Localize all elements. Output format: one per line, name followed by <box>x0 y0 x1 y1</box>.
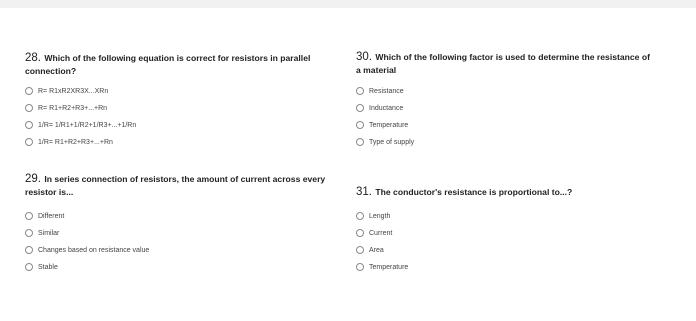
radio-button-icon[interactable] <box>356 212 364 220</box>
option[interactable] <box>25 263 355 271</box>
radio-button-icon[interactable] <box>25 246 33 254</box>
option-label: Temperature <box>369 121 409 129</box>
option[interactable] <box>25 229 355 237</box>
question-28 <box>25 52 355 155</box>
radio-button-icon[interactable] <box>25 263 33 271</box>
option[interactable] <box>25 104 355 112</box>
top-bar <box>0 0 696 8</box>
option-label: 1/R= 1/R1+1/R2+1/R3+...+1/Rn <box>38 121 137 129</box>
question-title <box>25 173 355 199</box>
option-label: Similar <box>38 229 60 237</box>
option[interactable] <box>356 104 656 112</box>
option-label: Length <box>369 212 391 220</box>
option[interactable] <box>356 229 656 237</box>
options-list <box>25 87 355 146</box>
option[interactable] <box>356 87 656 95</box>
option-label: 1/R= R1+R2+R3+...+Rn <box>38 138 113 146</box>
radio-button-icon[interactable] <box>25 138 33 146</box>
question-text: Which of the following factor is used to determine the resistance of a material <box>356 52 650 75</box>
option-label: Inductance <box>369 104 404 112</box>
option-label: Stable <box>38 263 58 271</box>
options-list <box>25 212 355 271</box>
question-29 <box>25 173 355 280</box>
question-31 <box>356 186 656 280</box>
radio-button-icon[interactable] <box>25 87 33 95</box>
radio-button-icon[interactable] <box>356 104 364 112</box>
question-number: 29. <box>25 173 41 185</box>
question-title <box>356 51 656 77</box>
radio-button-icon[interactable] <box>25 229 33 237</box>
radio-button-icon[interactable] <box>25 121 33 129</box>
option-label: Area <box>369 246 384 254</box>
option[interactable] <box>356 138 656 146</box>
radio-button-icon[interactable] <box>25 212 33 220</box>
options-list <box>356 87 656 146</box>
radio-button-icon[interactable] <box>356 263 364 271</box>
question-text: Which of the following equation is correct for resistors in parallel connection? <box>25 53 311 76</box>
options-list <box>356 212 656 271</box>
question-number: 28. <box>25 52 41 64</box>
option-label: R= R1xR2XR3X...XRn <box>38 87 109 95</box>
question-number: 31. <box>356 186 372 198</box>
radio-button-icon[interactable] <box>356 229 364 237</box>
option[interactable] <box>356 246 656 254</box>
option[interactable] <box>25 138 355 146</box>
radio-button-icon[interactable] <box>25 104 33 112</box>
question-title <box>25 52 355 78</box>
option[interactable] <box>356 121 656 129</box>
question-number: 30. <box>356 51 372 63</box>
radio-button-icon[interactable] <box>356 87 364 95</box>
radio-button-icon[interactable] <box>356 121 364 129</box>
question-text: The conductor's resistance is proportional to...? <box>375 187 573 197</box>
option[interactable] <box>25 121 355 129</box>
question-30 <box>356 51 656 155</box>
option-label: Temperature <box>369 263 409 271</box>
option[interactable] <box>25 212 355 220</box>
option-label: R= R1+R2+R3+...+Rn <box>38 104 108 112</box>
option[interactable] <box>356 212 656 220</box>
question-title <box>356 186 656 199</box>
option-label: Different <box>38 212 65 220</box>
option-label: Type of supply <box>369 138 415 146</box>
option-label: Resistance <box>369 87 404 95</box>
option[interactable] <box>25 246 355 254</box>
option[interactable] <box>356 263 656 271</box>
radio-button-icon[interactable] <box>356 138 364 146</box>
option[interactable] <box>25 87 355 95</box>
radio-button-icon[interactable] <box>356 246 364 254</box>
option-label: Current <box>369 229 393 237</box>
option-label: Changes based on resistance value <box>38 246 150 254</box>
question-text: In series connection of resistors, the amount of current across every resistor is... <box>25 174 326 197</box>
